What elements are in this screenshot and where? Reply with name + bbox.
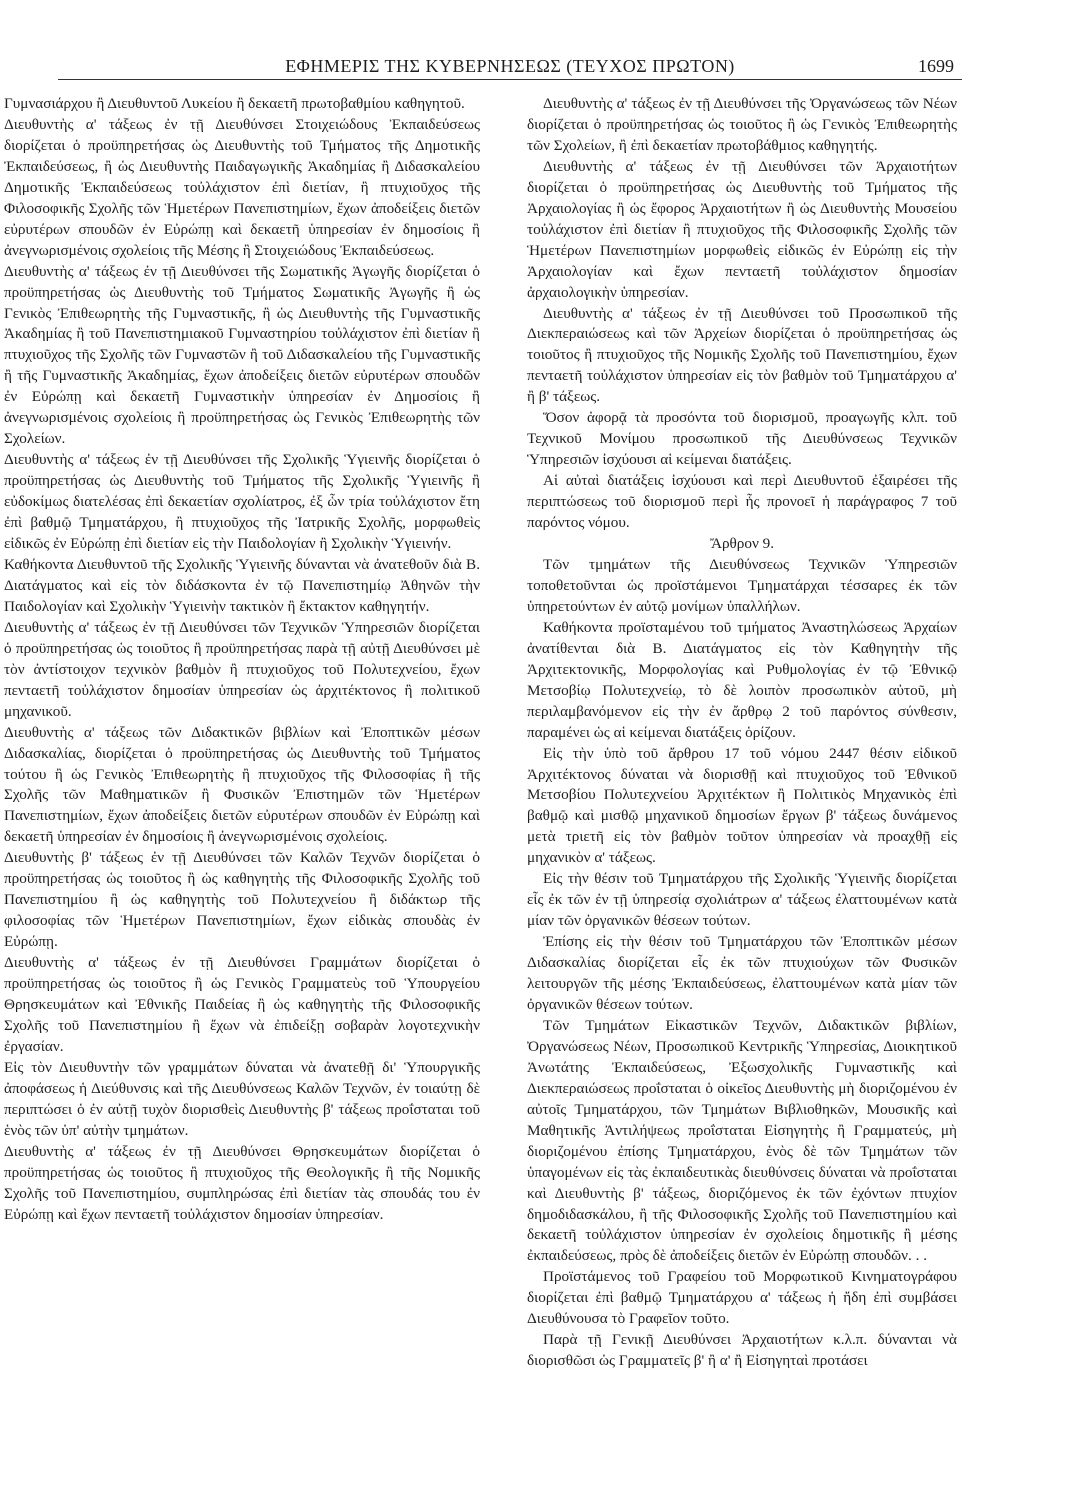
paragraph: Γυμνασιάρχου ἢ Διευθυντοῦ Λυκείου ἢ δεκαετῆ πρωτοβαθμίου καθηγητοῦ. <box>4 95 465 112</box>
article-heading: Ἄρθρον 9. <box>709 535 775 553</box>
paragraph: Διευθυντὴς α' τάξεως ἐν τῇ Διευθύνσει Στοιχειώδους Ἐκπαιδεύσεως διορίζεται ὁ προϋπηρετήσας ὡς Διευθυντὴς τοῦ Τμήματος τῆς Δημοτικῆς Ἐκπαιδεύσεως, ἢ ὡς Διευθυντὴς Παιδαγωγικῆς Ἀκαδημίας ἢ Διδασκαλείου Δημοτικῆς Ἐκπαιδεύσεως τοὐλάχιστον ἐπὶ διετίαν, ἢ πτυχιοῦχος τῆς Φιλοσοφικῆς Σχολῆς τῶν Ἡμετέρων Πανεπιστημίων, ἔχων ἀποδείξεις διετῶν εὐρυτέρων σπουδῶν ἐν Εὐρώπῃ καὶ δεκαετῆ ὑπηρεσίαν ἐν δημοσίοις ἢ ἀνεγνωρισμένοις σχολείοις τῆς Μέσης ἢ Στοιχειώδους Ἐκπαιδεύσεως. <box>4 115 480 259</box>
paragraph: Διευθυντὴς β' τάξεως ἐν τῇ Διευθύνσει τῶν Καλῶν Τεχνῶν διορίζεται ὁ προϋπηρετήσας ὡς τοιοῦτος ἢ ὡς καθηγητὴς τῆς Φιλοσοφικῆς Σχολῆς τοῦ Πανεπιστημίου ἢ ὡς καθηγητὴς τοῦ Πολυτεχνείου ἢ διδάκτωρ τῆς φιλοσοφίας τῶν Ἡμετέρων Πανεπιστημίων, ἔχων εἰδικὰς σπουδὰς ἐν Εὐρώπῃ. <box>4 849 480 951</box>
paragraph: Τῶν Τμημάτων Εἰκαστικῶν Τεχνῶν, Διδακτικῶν βιβλίων, Ὀργανώσεως Νέων, Προσωπικοῦ Κεντρικῆς Ὑπηρεσίας, Διοικητικοῦ Ἀνωτάτης Ἐκπαιδεύσεως, Ἐξωσχολικῆς Γυμναστικῆς καὶ Διεκπεραιώσεως προΐσταται ὁ οἰκεῖος Διευθυντὴς μὴ διοριζομένου ἐν αὐτοῖς Τμηματάρχου, τῶν Τμημάτων Βιβλιοθηκῶν, Μουσικῆς καὶ Μαθητικῆς Ἀντιλήψεως προΐσταται Εἰσηγητὴς ἢ Γραμματεύς, μὴ διοριζομένου ἐπίσης Τμηματάρχου, ἑνὸς δὲ τῶν Τμημάτων τῶν ὑπαγομένων εἰς τὰς ἐκπαιδευτικὰς διευθύνσεις δύναται νὰ προΐσταται καὶ Διευθυντὴς β' τάξεως, διοριζόμενος ἐκ τῶν ἐχόντων πτυχίον δημοδιδασκάλου, ἢ τῆς Φιλοσοφικῆς Σχολῆς τοῦ Πανεπιστημίου καὶ δεκαετῆ τοὐλάχιστον ὑπηρεσίαν ἐν σχολείοις δημοτικῆς ἢ μέσης ἐκπαιδεύσεως, πρὸς δὲ ἀποδείξεις διετῶν ἐν Εὐρώπῃ σπουδῶν. . . <box>527 1016 957 1265</box>
paragraph: Εἰς τὸν Διευθυντὴν τῶν γραμμάτων δύναται νὰ ἀνατεθῇ δι' Ὑπουργικῆς ἀποφάσεως ἡ Διεύθυνσις καὶ τῆς Διευθύνσεως Καλῶν Τεχνῶν, ἐν τοιαύτῃ δὲ περιπτώσει ὁ ἐν αὐτῇ τυχὸν διορισθεὶς Διευθυντὴς β' τάξεως προΐσταται τοῦ ἑνὸς τῶν ὑπ' αὐτὴν τμημάτων. <box>4 1058 480 1139</box>
running-head <box>60 56 960 78</box>
paragraph: Διευθυντὴς α' τάξεως ἐν τῇ Διευθύνσει τοῦ Προσωπικοῦ τῆς Διεκπεραιώσεως καὶ τῶν Ἀρχείων διορίζεται ὁ προϋπηρετήσας ὡς τοιοῦτος ἢ πτυχιοῦχος τῆς Νομικῆς Σχολῆς τοῦ Πανεπιστημίου, ἔχων πενταετῆ τοὐλάχιστον ὑπηρεσίαν εἰς τὸν βαθμὸν τοῦ Τμηματάρχου α' ἢ β' τάξεως. <box>527 304 957 406</box>
paragraph: Διευθυντὴς α' τάξεως ἐν τῇ Διευθύνσει τῶν Ἀρχαιοτήτων διορίζεται ὁ προϋπηρετήσας ὡς Διευθυντὴς τοῦ Τμήματος τῆς Ἀρχαιολογίας ἢ ὡς ἔφορος Ἀρχαιοτήτων ἢ ὡς Διευθυντὴς Μουσείου τοὐλάχιστον ἐπὶ διετίαν ἢ πτυχιοῦχος τῆς Φιλοσοφικῆς Σχολῆς τῶν Ἡμετέρων Πανεπιστημίων μορφωθεὶς εἰδικῶς ἐν Εὐρώπῃ εἰς τὴν Ἀρχαιολογίαν καὶ ἔχων πενταετῆ τοὐλάχιστον δημοσίαν ἀρχαιολογικὴν ὑπηρεσίαν. <box>527 157 957 301</box>
paragraph: Διευθυντὴς α' τάξεως τῶν Διδακτικῶν βιβλίων καὶ Ἐποπτικῶν μέσων Διδασκαλίας, διορίζεται ὁ προϋπηρετήσας ὡς Διευθυντὴς τοῦ Τμήματος τούτου ἢ ὡς Γενικὸς Ἐπιθεωρητὴς ἢ πτυχιοῦχος τῆς Φιλοσοφίας ἢ τῆς Σχολῆς τῶν Μαθηματικῶν ἢ Φυσικῶν Ἐπιστημῶν τῶν Ἡμετέρων Πανεπιστημίων, ἔχων ἀποδείξεις διετῶν εὐρυτέρων σπουδῶν ἐν Εὐρώπῃ καὶ δεκαετῆ ὑπηρεσίαν ἐν δημοσίοις ἢ ἀνεγνωρισμένοις σχολείοις. <box>4 723 480 846</box>
paragraph: Διευθυντὴς α' τάξεως ἐν τῇ Διευθύνσει τῶν Τεχνικῶν Ὑπηρεσιῶν διορίζεται ὁ προϋπηρετήσας ὡς τοιοῦτος ἢ προϋπηρετήσας παρὰ τῇ αὐτῇ Διευθύνσει μὲ τὸν ἀντίστοιχον τεχνικὸν βαθμὸν ἢ πτυχιοῦχος τοῦ Πολυτεχνείου, ἔχων πενταετῆ τοὐλάχιστον δημοσίαν ὑπηρεσίαν ὡς ἀρχιτέκτονος ἢ πολιτικοῦ μηχανικοῦ. <box>4 618 480 720</box>
paragraph: Διευθυντὴς α' τάξεως ἐν τῇ Διευθύνσει τῆς Σχολικῆς Ὑγιεινῆς διορίζεται ὁ προϋπηρετήσας ὡς Διευθυντὴς τοῦ Τμήματος τῆς Σχολικῆς Ὑγιεινῆς ἢ εὐδοκίμως διατελέσας ἐπὶ δεκαετίαν σχολίατρος, ἐξ ὧν τρία τοὐλάχιστον ἔτη ἐπὶ βαθμῷ Τμηματάρχου, ἢ πτυχιοῦχος τῆς Ἰατρικῆς Σχολῆς, μορφωθεὶς εἰδικῶς ἐν Εὐρώπῃ ἐπὶ διετίαν εἰς τὴν Παιδολογίαν ἢ Σχολικὴν Ὑγιεινήν. <box>4 451 480 553</box>
header-rule <box>58 79 962 80</box>
paragraph: Αἱ αὐταὶ διατάξεις ἰσχύουσι καὶ περὶ Διευθυντοῦ ἐξαιρέσει τῆς περιπτώσεως τοῦ διορισμοῦ περὶ ἧς προνοεῖ ἡ παράγραφος 7 τοῦ παρόντος νόμου. <box>527 472 957 532</box>
paragraph: Εἰς τὴν θέσιν τοῦ Τμηματάρχου τῆς Σχολικῆς Ὑγιεινῆς διορίζεται εἷς ἐκ τῶν ἐν τῇ ὑπηρεσίᾳ σχολιάτρων α' τάξεως ἐλαττουμένων κατὰ μίαν τῶν ὀργανικῶν θέσεων τούτων. <box>527 870 957 930</box>
paragraph: Καθήκοντα Διευθυντοῦ τῆς Σχολικῆς Ὑγιεινῆς δύνανται νὰ ἀνατεθοῦν διὰ Β. Διατάγματος καὶ εἰς τὸν διδάσκοντα ἐν τῷ Πανεπιστημίῳ Ἀθηνῶν τὴν Παιδολογίαν καὶ Σχολικὴν Ὑγιεινὴν τακτικὸν ἢ ἔκτακτον καθηγητήν. <box>4 555 480 615</box>
paragraph: Καθήκοντα προϊσταμένου τοῦ τμήματος Ἀναστηλώσεως Ἀρχαίων ἀνατίθενται διὰ Β. Διατάγματος εἰς τὸν Καθηγητὴν τῆς Ἀρχιτεκτονικῆς, Μορφολογίας καὶ Ρυθμολογίας ἐν τῷ Ἐθνικῷ Μετσοβίῳ Πολυτεχνείῳ, τὸ δὲ λοιπὸν προσωπικὸν αὐτοῦ, μὴ περιλαμβανόμενον εἰς τὴν ἐν ἄρθρῳ 2 τοῦ παρόντος σύνθεσιν, παραμένει ὡς αἱ κείμεναι διατάξεις ὁρίζουν. <box>527 618 957 741</box>
paragraph: Ὅσον ἀφορᾷ τὰ προσόντα τοῦ διορισμοῦ, προαγωγῆς κλπ. τοῦ Τεχνικοῦ Μονίμου προσωπικοῦ τῆς Διευθύνσεως Τεχνικῶν Ὑπηρεσιῶν ἰσχύουσι αἱ κείμεναι διατάξεις. <box>527 409 957 469</box>
paragraph: Τῶν τμημάτων τῆς Διευθύνσεως Τεχνικῶν Ὑπηρεσιῶν τοποθετοῦνται ὡς προϊστάμενοι Τμηματάρχαι τέσσαρες ἐκ τῶν ὑπηρετούντων ἐν αὐτῷ μονίμων ὑπαλλήλων. <box>527 555 957 615</box>
paragraph: Διευθυντὴς α' τάξεως ἐν τῇ Διευθύνσει τῆς Σωματικῆς Ἀγωγῆς διορίζεται ὁ προϋπηρετήσας ὡς Διευθυντὴς τοῦ Τμήματος Σωματικῆς Ἀγωγῆς ἢ ὡς Γενικὸς Ἐπιθεωρητὴς τῆς Γυμναστικῆς, ἢ ὡς Διευθυντὴς τῆς Γυμναστικῆς Ἀκαδημίας ἢ τοῦ Πανεπιστημιακοῦ Γυμναστηρίου τοὐλάχιστον ἐπὶ διετίαν ἢ πτυχιοῦχος τῆς Σχολῆς τῶν Γυμναστῶν ἢ τοῦ Διδασκαλείου τῆς Γυμναστικῆς ἢ τῆς Γυμναστικῆς Ἀκαδημίας, ἔχων ἀποδείξεις διετῶν εὐρυτέρων σπουδῶν ἐν Εὐρώπῃ καὶ δεκαετῆ Γυμναστικὴν ὑπηρεσίαν ἐν Δημοσίοις ἢ ἀνεγνωρισμένοις σχολείοις ἢ προϋπηρετήσας ὡς Γενικὸς Ἐπιθεωρητὴς τῶν Σχολείων. <box>4 262 480 448</box>
right-column-before-heading <box>527 94 957 534</box>
paragraph: Διευθυντὴς α' τάξεως ἐν τῇ Διευθύνσει Γραμμάτων διορίζεται ὁ προϋπηρετήσας ὡς τοιοῦτος ἢ ὡς Γενικὸς Γραμματεὺς τοῦ Ὑπουργείου Θρησκευμάτων καὶ Ἐθνικῆς Παιδείας ἢ ὡς καθηγητὴς τῆς Φιλοσοφικῆς Σχολῆς τοῦ Πανεπιστημίου ἢ ἔχων νὰ ἐπιδείξῃ σοβαρὰν λογοτεχνικὴν ἐργασίαν. <box>4 954 480 1055</box>
paragraph: Ἐπίσης εἰς τὴν θέσιν τοῦ Τμηματάρχου τῶν Ἐποπτικῶν μέσων Διδασκαλίας διορίζεται εἷς ἐκ τῶν πτυχιούχων τῶν Φυσικῶν λειτουργῶν τῆς μέσης Ἐκπαιδεύσεως, ἐλαττουμένων κατὰ μίαν τῶν ὀργανικῶν θέσεων τούτων. <box>527 933 957 1013</box>
paragraph: Εἰς τὴν ὑπὸ τοῦ ἄρθρου 17 τοῦ νόμου 2447 θέσιν εἰδικοῦ Ἀρχιτέκτονος δύναται νὰ διορισθῇ καὶ πτυχιοῦχος τοῦ Ἐθνικοῦ Μετσοβίου Πολυτεχνείου Ἀρχιτέκτων ἢ Πολιτικὸς Μηχανικὸς ἐπὶ βαθμῷ καὶ μισθῷ μηχανικοῦ δημοσίων ἔργων β' τάξεως δυνάμενος μετὰ τριετῆ εἰς τὸν βαθμὸν τοῦτον ὑπηρεσίαν νὰ προαχθῇ εἰς μηχανικὸν α' τάξεως. <box>527 744 957 867</box>
paragraph: Παρὰ τῇ Γενικῇ Διευθύνσει Ἀρχαιοτήτων κ.λ.π. δύνανται νὰ διορισθῶσι ὡς Γραμματεῖς β' ἢ α' ἢ Εἰσηγηταὶ προτάσει <box>527 1331 957 1370</box>
paragraph: Διευθυντὴς α' τάξεως ἐν τῇ Διευθύνσει τῆς Ὀργανώσεως τῶν Νέων διορίζεται ὁ προϋπηρετήσας ὡς τοιοῦτος ἢ ὡς Γενικὸς Ἐπιθεωρητὴς τῶν Σχολείων, ἢ ἐπὶ δεκαετίαν πρωτοβάθμιος καθηγητής. <box>527 95 957 154</box>
left-column <box>4 94 480 1225</box>
page-number: 1699 <box>918 56 954 76</box>
right-column-after-heading <box>527 555 957 1372</box>
running-title: ΕΦΗΜΕΡΙΣ ΤΗΣ ΚΥΒΕΡΝΗΣΕΩΣ (ΤΕΥΧΟΣ ΠΡΩΤΟΝ) <box>285 56 735 76</box>
paragraph: Προϊστάμενος τοῦ Γραφείου τοῦ Μορφωτικοῦ Κινηματογράφου διορίζεται ἐπὶ βαθμῷ Τμηματάρχου α' τάξεως ἡ ἤδη ἐπὶ συμβάσει Διευθύνουσα τὸ Γραφεῖον τοῦτο. <box>527 1268 957 1328</box>
paragraph: Διευθυντὴς α' τάξεως ἐν τῇ Διευθύνσει Θρησκευμάτων διορίζεται ὁ προϋπηρετήσας ὡς τοιοῦτος ἢ πτυχιοῦχος τῆς Θεολογικῆς ἢ τῆς Νομικῆς Σχολῆς τοῦ Πανεπιστημίου, συμπληρώσας ἐπὶ διετίαν τὰς σπουδάς του ἐν Εὐρώπῃ καὶ ἔχων πενταετῆ τοὐλάχιστον δημοσίαν ὑπηρεσίαν. <box>4 1142 480 1223</box>
right-column <box>527 94 957 1372</box>
